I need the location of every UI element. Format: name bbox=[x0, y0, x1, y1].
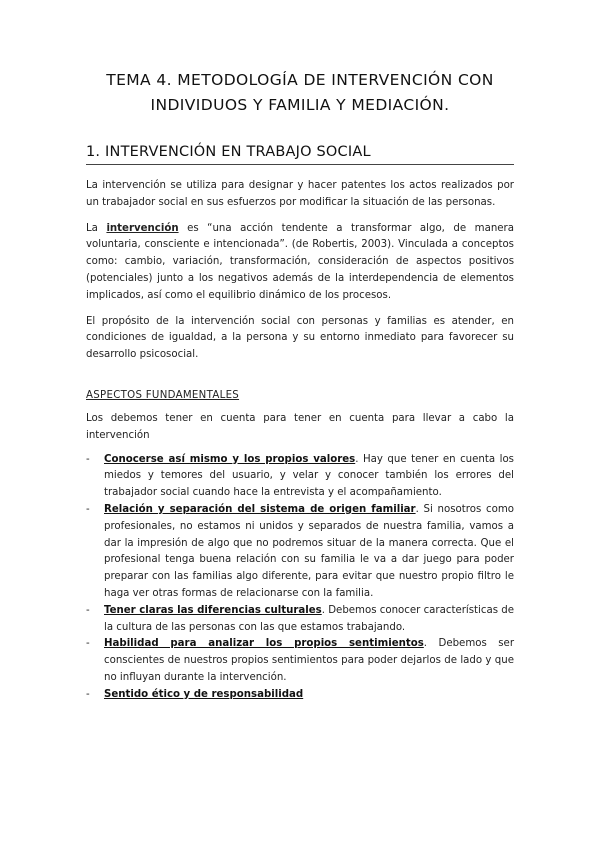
list-item-term: Relación y separación del sistema de origen familiar bbox=[104, 503, 416, 515]
list-item bbox=[86, 502, 514, 603]
list-item bbox=[86, 603, 514, 637]
bullet-dash: - bbox=[86, 638, 90, 650]
paragraph-2-rest: es “una acción tendente a transformar algo, de manera voluntaria, consciente e intencionada”. (de Robertis, 2003). Vinculada a conceptos como: cambio, variación, transformación, consideración de aspectos positivos (potenciales) junto a los negativos además de la interdependencia de elementos implicados, así como el equilibrio dinámico de los procesos. bbox=[86, 222, 514, 301]
title-line-2: INDIVIDUOS Y FAMILIA Y MEDIACIÓN. bbox=[150, 96, 450, 114]
title-line-1: TEMA 4. METODOLOGÍA DE INTERVENCIÓN CON bbox=[106, 71, 494, 89]
subsection-intro: Los debemos tener en cuenta para tener en cuenta para llevar a cabo la intervención bbox=[86, 412, 514, 441]
list-item bbox=[86, 452, 514, 502]
list-item-term: Sentido ético y de responsabilidad bbox=[104, 688, 304, 700]
list-item-term: Tener claras las diferencias culturales bbox=[104, 604, 322, 616]
document-title bbox=[86, 0, 514, 118]
list-item-text: . Debemos conocer características de la cultura de las personas con las que estamos trabajando. bbox=[104, 604, 514, 633]
subsection-heading: ASPECTOS FUNDAMENTALES bbox=[86, 389, 240, 401]
paragraph-2-term: intervención bbox=[106, 222, 179, 234]
list-item-text: . Debemos ser conscientes de nuestros propios sentimientos para poder dejarlos de lado y que no influyan durante la intervención. bbox=[104, 638, 515, 683]
bullet-dash: - bbox=[86, 604, 90, 616]
paragraph-2 bbox=[86, 221, 514, 305]
paragraph-2-prefix: La bbox=[86, 222, 107, 234]
list-item-term: Conocerse así mismo y los propios valores bbox=[104, 453, 356, 465]
paragraph-1: La intervención se utiliza para designar y hacer patentes los actos realizados por un trabajador social en sus esfuerzos por modificar la situación de las personas. bbox=[86, 180, 514, 208]
list-item bbox=[86, 687, 514, 704]
list-item-term: Habilidad para analizar los propios sentimientos bbox=[104, 638, 424, 650]
section-heading: 1. INTERVENCIÓN EN TRABAJO SOCIAL bbox=[86, 144, 514, 165]
aspectos-list bbox=[86, 452, 514, 704]
paragraph-3: El propósito de la intervención social con personas y familias es atender, en condiciones de igualdad, a la persona y su entorno inmediato para favorecer su desarrollo psicosocial. bbox=[86, 315, 514, 361]
bullet-dash: - bbox=[86, 503, 90, 515]
list-item-text: . Si nosotros como profesionales, no estamos ni unidos y separados de nuestra familia, vamos a dar la impresión de algo que no podremos situar de la manera correcta. Que el profesional tenga buena relación con su familia le va a dar juego para poder preparar con las familias algo diferente, para evitar que nuestro propio filtro le haga ver otras formas de relacionarse con la familia. bbox=[104, 503, 514, 599]
bullet-dash: - bbox=[86, 453, 90, 465]
list-item bbox=[86, 636, 514, 686]
list-item-text: . Hay que tener en cuenta los miedos y temores del usuario, y velar y conocer también los errores del trabajador social cuando hace la entrevista y el acompañamiento. bbox=[104, 453, 514, 499]
bullet-dash: - bbox=[86, 688, 90, 700]
